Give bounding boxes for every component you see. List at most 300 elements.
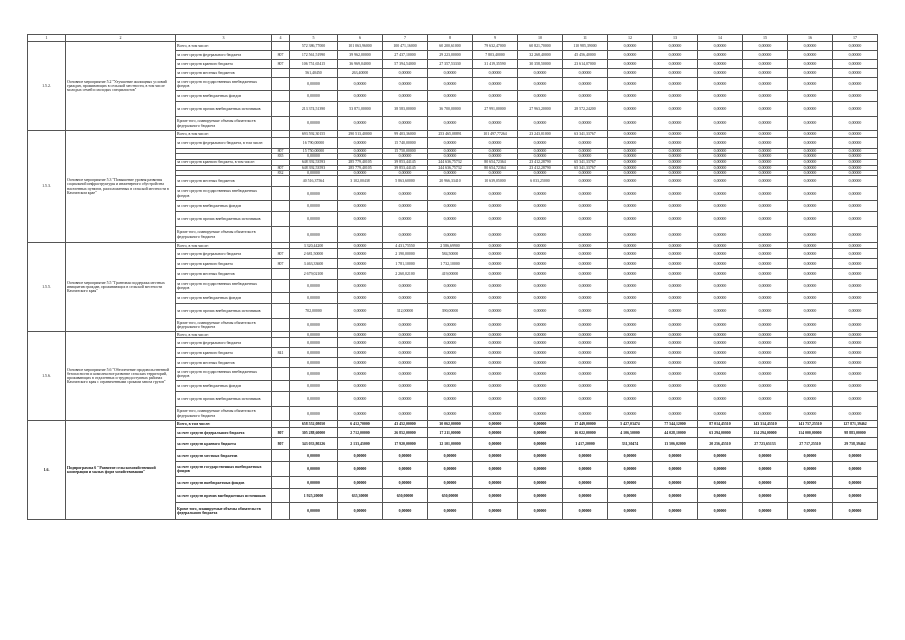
amount-cell: 0,00000 (563, 78, 608, 91)
amount-cell: 419,00000 (428, 269, 473, 280)
amount-cell: 0,00000 (653, 462, 698, 477)
amount-cell: 0,00000 (788, 503, 833, 520)
amount-cell: 0,00000 (383, 187, 428, 201)
amount-cell: 0,00000 (653, 149, 698, 154)
amount-cell: 0,00000 (563, 477, 608, 489)
amount-cell: 290 513,40000 (338, 131, 383, 138)
amount-cell: 0,00000 (518, 91, 563, 102)
amount-cell: 45 456,40000 (563, 51, 608, 60)
amount-cell: 0,00000 (428, 138, 473, 149)
amount-cell: 0,00000 (518, 69, 563, 78)
amount-cell: 0,00000 (518, 269, 563, 280)
amount-cell: 0,00000 (833, 117, 878, 131)
amount-cell: 0,00000 (608, 78, 653, 91)
amount-cell: 0,00000 (608, 259, 653, 269)
amount-cell: 0,00000 (473, 149, 518, 154)
amount-cell: 0,00000 (473, 503, 518, 520)
amount-cell: 0,00000 (608, 462, 653, 477)
amount-cell: 0,00000 (473, 368, 518, 381)
amount-cell: 0,00000 (518, 187, 563, 201)
grbs-code (272, 78, 290, 91)
amount-cell: 0,00000 (383, 69, 428, 78)
amount-cell: 0,00000 (338, 227, 383, 243)
funding-source: Всего, в том числе: (176, 243, 272, 249)
amount-cell: 0,00000 (608, 187, 653, 201)
amount-cell: 693 592,30155 (290, 131, 338, 138)
amount-cell: 0,00000 (653, 392, 698, 407)
amount-cell: 0,00000 (383, 381, 428, 392)
amount-cell: 0,00000 (653, 201, 698, 212)
amount-cell: 0,00000 (608, 332, 653, 338)
amount-cell: 1 732,10000 (428, 259, 473, 269)
amount-cell: 101 497,77264 (473, 131, 518, 138)
amount-cell: 0,00000 (563, 368, 608, 381)
amount-cell: 0,00000 (473, 358, 518, 368)
amount-cell: 0,00000 (698, 259, 743, 269)
amount-cell: 0,00000 (743, 489, 788, 503)
amount-cell: 0,00000 (563, 332, 608, 338)
amount-cell: 3 463,33600 (290, 259, 338, 269)
amount-cell: 17 920,00000 (383, 438, 428, 450)
amount-cell: 172 561,51990 (290, 51, 338, 60)
amount-cell: 40 516,37564 (290, 176, 338, 187)
amount-cell: 263,40000 (338, 69, 383, 78)
amount-cell: 0,00000 (743, 201, 788, 212)
amount-cell: 28 572,24200 (563, 102, 608, 117)
amount-cell: 0,00000 (563, 338, 608, 348)
amount-cell: 0,00000 (788, 269, 833, 280)
amount-cell: 244 636,75732 (428, 165, 473, 170)
grbs-code (272, 187, 290, 201)
amount-cell: 0,00000 (743, 293, 788, 304)
amount-cell: 0,00000 (383, 348, 428, 358)
amount-cell: 77 544,12000 (653, 421, 698, 428)
amount-cell: 0,00000 (518, 212, 563, 227)
amount-cell: 0,00000 (518, 428, 563, 438)
amount-cell: 0,00000 (518, 249, 563, 259)
amount-cell: 0,00000 (653, 503, 698, 520)
amount-cell: 0,00000 (788, 338, 833, 348)
amount-cell: 0,00000 (473, 69, 518, 78)
amount-cell: 0,00000 (383, 392, 428, 407)
grbs-code: 832 (272, 170, 290, 175)
grbs-code (272, 503, 290, 520)
amount-cell: 0,00000 (473, 407, 518, 421)
column-number: 15 (743, 35, 788, 42)
amount-cell: 1 781,10000 (383, 259, 428, 269)
amount-cell: 0,00000 (833, 381, 878, 392)
amount-cell: 0,00000 (338, 338, 383, 348)
amount-cell: 0,00000 (608, 392, 653, 407)
amount-cell: 390,00000 (428, 304, 473, 319)
amount-cell: 0,00000 (788, 477, 833, 489)
amount-cell: 305 288,60000 (290, 428, 338, 438)
amount-cell: 0,00000 (833, 69, 878, 78)
amount-cell: 0,00000 (563, 293, 608, 304)
amount-cell: 0,00000 (653, 165, 698, 170)
column-number: 1 (28, 35, 66, 42)
amount-cell: 0,00000 (383, 170, 428, 175)
amount-cell: 79 632,47000 (473, 42, 518, 51)
funding-source: Всего, в том числе: (176, 332, 272, 338)
amount-cell: 0,00000 (653, 154, 698, 159)
amount-cell: 0,00000 (518, 319, 563, 332)
amount-cell: 0,00000 (788, 42, 833, 51)
column-number: 9 (473, 35, 518, 42)
amount-cell: 0,00000 (338, 91, 383, 102)
funding-source: за счет средств федерального бюджета, в том числе: (176, 138, 272, 149)
grbs-code: 807 (272, 249, 290, 259)
amount-cell: 0,00000 (608, 154, 653, 159)
amount-cell: 0,00000 (518, 170, 563, 175)
amount-cell: 1 925,20000 (290, 489, 338, 503)
amount-cell: 0,00000 (833, 348, 878, 358)
amount-cell: 0,00000 (788, 259, 833, 269)
amount-cell: 0,00000 (518, 149, 563, 154)
amount-cell: 0,00000 (698, 42, 743, 51)
amount-cell: 0,00000 (743, 91, 788, 102)
amount-cell: 0,00000 (608, 348, 653, 358)
amount-cell: 2 712,00000 (338, 428, 383, 438)
amount-cell: 4 106,50000 (608, 428, 653, 438)
amount-cell: 0,00000 (788, 117, 833, 131)
amount-cell: 0,00000 (743, 60, 788, 69)
amount-cell: 0,00000 (698, 319, 743, 332)
amount-cell: 0,00000 (788, 60, 833, 69)
amount-cell: 0,00000 (608, 304, 653, 319)
amount-cell: 3 102,00438 (338, 176, 383, 187)
amount-cell: 0,00000 (518, 154, 563, 159)
column-number: 7 (383, 35, 428, 42)
amount-cell: 0,00000 (653, 138, 698, 149)
amount-cell: 15 740,00000 (383, 138, 428, 149)
amount-cell: 0,00000 (608, 358, 653, 368)
amount-cell: 23 412,28790 (518, 165, 563, 170)
grbs-code (272, 42, 290, 51)
amount-cell: 0,00000 (788, 489, 833, 503)
amount-cell: 27 963,20000 (518, 102, 563, 117)
amount-cell: 0,00000 (428, 462, 473, 477)
amount-cell: 0,00000 (518, 304, 563, 319)
amount-cell: 0,00000 (698, 102, 743, 117)
funding-source: за счет средств государственных внебюджетных фондов (176, 78, 272, 91)
amount-cell: 0,00000 (428, 78, 473, 91)
grbs-code (272, 462, 290, 477)
amount-cell: 0,00000 (473, 201, 518, 212)
amount-cell: 0,00000 (653, 69, 698, 78)
amount-cell: 0,00000 (290, 187, 338, 201)
amount-cell: 0,00000 (428, 154, 473, 159)
amount-cell: 0,00000 (428, 358, 473, 368)
amount-cell: 572 386,77000 (290, 42, 338, 51)
amount-cell: 23 614,07000 (563, 60, 608, 69)
amount-cell: 0,00000 (473, 477, 518, 489)
amount-cell: 0,00000 (833, 243, 878, 249)
amount-cell: 0,00000 (563, 170, 608, 175)
amount-cell: 63 294,00000 (698, 428, 743, 438)
amount-cell: 0,00000 (608, 117, 653, 131)
amount-cell: 87 014,45510 (698, 421, 743, 428)
amount-cell: 0,00000 (833, 489, 878, 503)
amount-cell: 0,00000 (833, 358, 878, 368)
amount-cell: 0,00000 (833, 280, 878, 293)
amount-cell: 0,00000 (698, 212, 743, 227)
amount-cell: 0,00000 (743, 338, 788, 348)
amount-cell: 0,00000 (383, 280, 428, 293)
amount-cell: 0,00000 (743, 348, 788, 358)
amount-cell: 0,00000 (518, 243, 563, 249)
amount-cell: 0,00000 (653, 131, 698, 138)
amount-cell: 0,00000 (428, 170, 473, 175)
amount-cell: 635,30000 (338, 489, 383, 503)
amount-cell: 0,00000 (833, 392, 878, 407)
amount-cell: 0,00000 (473, 462, 518, 477)
funding-source: за счет средств краевого бюджета (176, 348, 272, 358)
amount-cell: 0,00000 (518, 477, 563, 489)
amount-cell: 0,00000 (518, 358, 563, 368)
amount-cell: 0,00000 (338, 407, 383, 421)
grbs-code (272, 293, 290, 304)
amount-cell: 0,00000 (788, 381, 833, 392)
amount-cell: 39 853,44145 (383, 165, 428, 170)
amount-cell: 127 871,39462 (833, 421, 878, 428)
amount-cell: 0,00000 (383, 450, 428, 462)
amount-cell: 584,50000 (428, 249, 473, 259)
amount-cell: 0,00000 (383, 91, 428, 102)
amount-cell: 0,00000 (788, 348, 833, 358)
amount-cell: 0,00000 (518, 227, 563, 243)
amount-cell: 0,00000 (473, 269, 518, 280)
amount-cell: 0,00000 (290, 477, 338, 489)
amount-cell: 0,00000 (833, 165, 878, 170)
amount-cell: 0,00000 (698, 293, 743, 304)
amount-cell: 0,00000 (563, 69, 608, 78)
amount-cell: 0,00000 (608, 293, 653, 304)
amount-cell: 63 341,33767 (563, 131, 608, 138)
amount-cell: 0,00000 (698, 392, 743, 407)
amount-cell: 43 452,00000 (383, 421, 428, 428)
amount-cell: 0,00000 (563, 154, 608, 159)
grbs-code: 807 (272, 51, 290, 60)
amount-cell: 0,00000 (473, 421, 518, 428)
column-number: 6 (338, 35, 383, 42)
amount-cell: 0,00000 (473, 381, 518, 392)
amount-cell: 0,00000 (290, 348, 338, 358)
amount-cell: 0,00000 (473, 489, 518, 503)
amount-cell: 0,00000 (290, 91, 338, 102)
amount-cell: 0,00000 (290, 503, 338, 520)
amount-cell: 0,00000 (473, 187, 518, 201)
amount-cell: 0,00000 (743, 170, 788, 175)
amount-cell: 0,00000 (290, 117, 338, 131)
amount-cell: 0,00000 (338, 149, 383, 154)
amount-cell: 0,00000 (698, 176, 743, 187)
amount-cell: 0,00000 (518, 348, 563, 358)
amount-cell: 650,00000 (428, 489, 473, 503)
amount-cell: 0,00000 (653, 187, 698, 201)
amount-cell: 110 985,39000 (563, 42, 608, 51)
amount-cell: 0,00000 (428, 319, 473, 332)
amount-cell: 65 341,33767 (563, 159, 608, 165)
amount-cell: 16 790,00000 (290, 138, 338, 149)
amount-cell: 0,00000 (473, 138, 518, 149)
amount-cell: 0,00000 (833, 138, 878, 149)
amount-cell: 0,00000 (563, 259, 608, 269)
amount-cell: 0,00000 (473, 243, 518, 249)
amount-cell: 39 962,00000 (338, 51, 383, 60)
amount-cell: 0,00000 (608, 176, 653, 187)
amount-cell: 0,00000 (788, 212, 833, 227)
amount-cell: 0,00000 (290, 293, 338, 304)
amount-cell: 0,00000 (518, 368, 563, 381)
amount-cell: 0,00000 (338, 293, 383, 304)
amount-cell: 0,00000 (743, 78, 788, 91)
amount-cell: 0,00000 (428, 477, 473, 489)
funding-source: Кроме того, планируемые объемы обязательств федерального бюджета (176, 319, 272, 332)
amount-cell: 114 000,00000 (788, 428, 833, 438)
amount-cell: 0,00000 (698, 243, 743, 249)
grbs-code: 807 (272, 60, 290, 69)
amount-cell: 0,00000 (743, 102, 788, 117)
amount-cell: 0,00000 (473, 227, 518, 243)
column-number: 13 (653, 35, 698, 42)
amount-cell: 0,00000 (833, 154, 878, 159)
amount-cell: 0,00000 (563, 243, 608, 249)
amount-cell: 0,00000 (383, 462, 428, 477)
amount-cell: 0,00000 (428, 503, 473, 520)
amount-cell: 65 341,33767 (563, 165, 608, 170)
amount-cell: 0,00000 (788, 78, 833, 91)
amount-cell: 0,00000 (788, 280, 833, 293)
amount-cell: 0,00000 (743, 212, 788, 227)
funding-source: за счет средств федерального бюджета (176, 428, 272, 438)
amount-cell: 0,00000 (428, 227, 473, 243)
funding-source: за счет средств внебюджетных фондов (176, 91, 272, 102)
amount-cell: 0,00000 (698, 249, 743, 259)
amount-cell: 0,00000 (428, 381, 473, 392)
amount-cell: 0,00000 (698, 187, 743, 201)
amount-cell: 658 552,08050 (290, 421, 338, 428)
budget-table-page (27, 34, 877, 520)
amount-cell: 0,00000 (563, 176, 608, 187)
amount-cell: 0,00000 (338, 503, 383, 520)
event-name: Основное мероприятие 5.5 "Грантовая поддержка местных инициатив граждан, проживающих в сельской местности Камчатского края" (66, 243, 176, 332)
amount-cell: 0,00000 (608, 249, 653, 259)
amount-cell: 0,00000 (743, 165, 788, 170)
amount-cell: 0,00000 (833, 159, 878, 165)
amount-cell: 0,00000 (743, 503, 788, 520)
amount-cell: 80 654,72364 (473, 165, 518, 170)
amount-cell: 0,00000 (290, 227, 338, 243)
event-name: Основное мероприятие 5.2 "Улучшение жилищных условий граждан, проживающих в сельской местности, в том числе молодых семей и молодых специалистов" (66, 42, 176, 131)
amount-cell: 0,00000 (698, 149, 743, 154)
amount-cell: 0,00000 (563, 348, 608, 358)
amount-cell: 0,00000 (788, 69, 833, 78)
amount-cell: 32 268,40000 (518, 51, 563, 60)
amount-cell: 30 062,00000 (428, 421, 473, 428)
amount-cell: 0,00000 (338, 249, 383, 259)
amount-cell: 0,00000 (608, 319, 653, 332)
amount-cell: 0,00000 (608, 131, 653, 138)
amount-cell: 0,00000 (563, 187, 608, 201)
funding-source: за счет средств прочих внебюджетных источников (176, 212, 272, 227)
amount-cell: 0,00000 (338, 319, 383, 332)
amount-cell: 0,00000 (338, 348, 383, 358)
amount-cell: 0,00000 (788, 407, 833, 421)
amount-cell: 0,00000 (698, 407, 743, 421)
amount-cell: 0,00000 (743, 249, 788, 259)
amount-cell: 0,00000 (653, 304, 698, 319)
grbs-code (272, 176, 290, 187)
amount-cell: 0,00000 (653, 51, 698, 60)
amount-cell: 0,00000 (788, 201, 833, 212)
amount-cell: 0,00000 (653, 243, 698, 249)
grbs-code: 807 (272, 438, 290, 450)
amount-cell: 0,00000 (473, 170, 518, 175)
amount-cell: 2 586,69900 (428, 243, 473, 249)
amount-cell: 0,00000 (833, 201, 878, 212)
funding-source: Кроме того, планируемые объемы обязательств федерального бюджета (176, 503, 272, 520)
amount-cell: 0,00000 (743, 131, 788, 138)
amount-cell: 27 717,25510 (788, 438, 833, 450)
funding-source: за счет средств местных бюджетов (176, 176, 272, 187)
amount-cell: 0,00000 (518, 338, 563, 348)
amount-cell: 0,00000 (743, 280, 788, 293)
amount-cell: 15 750,00000 (290, 149, 338, 154)
amount-cell: 0,00000 (290, 170, 338, 175)
amount-cell: 0,00000 (473, 348, 518, 358)
amount-cell: 0,00000 (653, 227, 698, 243)
amount-cell: 0,00000 (698, 489, 743, 503)
amount-cell: 0,00000 (473, 338, 518, 348)
amount-cell: 5 863,60000 (383, 176, 428, 187)
amount-cell: 0,00000 (518, 259, 563, 269)
amount-cell: 0,00000 (698, 138, 743, 149)
amount-cell: 0,00000 (473, 91, 518, 102)
amount-cell: 0,00000 (518, 421, 563, 428)
amount-cell: 3 320,44200 (290, 243, 338, 249)
amount-cell: 0,00000 (608, 165, 653, 170)
amount-cell: 0,00000 (383, 319, 428, 332)
amount-cell: 0,00000 (383, 477, 428, 489)
grbs-code: 807 (272, 428, 290, 438)
table-row (28, 421, 878, 428)
amount-cell: 0,00000 (698, 170, 743, 175)
funding-source: за счет средств государственных внебюджетных фондов (176, 280, 272, 293)
amount-cell: 20 256,45510 (698, 438, 743, 450)
amount-cell: 6 412,70000 (338, 421, 383, 428)
amount-cell: 0,00000 (383, 503, 428, 520)
amount-cell: 0,00000 (428, 149, 473, 154)
amount-cell: 0,00000 (788, 392, 833, 407)
amount-cell: 0,00000 (563, 392, 608, 407)
amount-cell: 0,00000 (788, 358, 833, 368)
amount-cell: 0,00000 (653, 477, 698, 489)
amount-cell: 0,00000 (653, 348, 698, 358)
amount-cell: 0,00000 (563, 450, 608, 462)
amount-cell: 0,00000 (563, 381, 608, 392)
amount-cell: 0,00000 (743, 51, 788, 60)
amount-cell: 16 022,00000 (563, 428, 608, 438)
amount-cell: 0,00000 (473, 212, 518, 227)
amount-cell: 0,00000 (743, 159, 788, 165)
amount-cell: 0,00000 (608, 381, 653, 392)
amount-cell: 0,00000 (698, 381, 743, 392)
grbs-code: 835 (272, 154, 290, 159)
amount-cell: 0,00000 (608, 170, 653, 175)
item-code: 1.6. (28, 421, 66, 520)
amount-cell: 0,00000 (428, 280, 473, 293)
